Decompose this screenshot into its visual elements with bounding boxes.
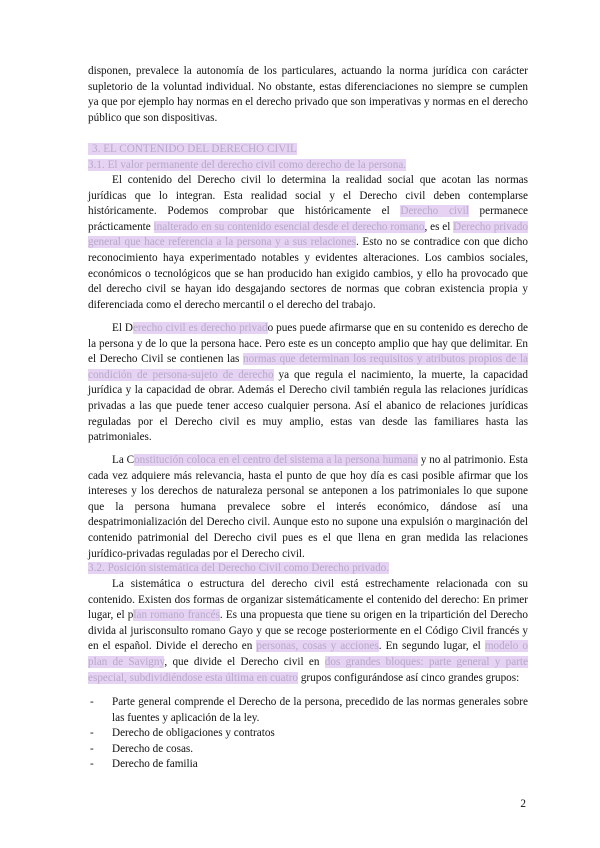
highlight-run: dos grandes bloques: parte general y parte especial, subdividiéndose esta última en cuatro <box>88 655 528 684</box>
text-run: , es el <box>424 220 454 233</box>
groups-list <box>90 695 528 773</box>
list-item-text: Derecho de obligaciones y contratos <box>112 727 275 740</box>
list-item <box>90 726 528 742</box>
subsection-heading-3-1 <box>88 158 406 174</box>
paragraph-derecho-civil-contenido <box>88 173 528 313</box>
text-run: permanece prácticamente <box>88 205 528 233</box>
list-item <box>90 757 528 773</box>
text-run: . En segundo lugar, el <box>378 640 485 653</box>
highlight-run: erecho civil es derecho privad <box>132 322 268 334</box>
bullet-dash: - <box>90 727 94 740</box>
text-run: La sistemática o estructura del derecho civil está estrechamente relacionada con su contenido. Existen dos formas de organizar sistemáticamente el contenido del derecho: En primer lugar, el p <box>88 578 528 622</box>
subsection-heading-3-2 <box>88 561 389 577</box>
subsection-heading-3-2-text: 3.2. Posición sistemática del Derecho Civil como Derecho privado. <box>88 562 390 574</box>
paragraph-constitucion <box>88 453 528 562</box>
bullet-dash: - <box>90 696 94 708</box>
bullet-dash: - <box>90 758 94 771</box>
list-item-text: Parte general comprende el Derecho de la persona, precedido de las normas generales sobre las fuentes y aplicación de la ley. <box>112 696 528 724</box>
text-run: , que divide el Derecho civil en <box>164 655 325 668</box>
text-run: El contenido del Derecho civil lo determina la realidad social que acotan las normas jurídicas que lo integran. Esta realidad social y el Derecho civil deben contemplarse históricamente. Podemos comprobar que históricamente el <box>88 174 528 218</box>
bullet-dash: - <box>90 742 94 755</box>
paragraph-sistematica <box>88 577 528 686</box>
text-run: grupos configurándose así cinco grandes grupos: <box>298 671 520 684</box>
section-heading-3 <box>88 142 297 158</box>
text-run: y no al patrimonio. Esta cada vez adquiere más relevancia, hasta el punto de que hoy día es casi posible afirmar que los intereses y los derechos de naturaleza personal se anteponen a los patrimoniales lo que supone que la persona humana prevalece sobre el interés económico, dándose así una despatrimonialización del Derecho civil. Aunque esto no supone una expulsión o marginación del contenido patrimonial del Derecho civil pues es el que llena en gran medida las relaciones jurídico-privadas reguladas por el Derecho civil. <box>88 454 528 560</box>
text-run: . Esto no se contradice con que dicho reconocimiento haya experimentado notables y evidentes alteraciones. Los cambios sociales, económicos o tecnológicos que se han producido han exigido cambios, y ello ha provocado que del derecho civil se hayan ido desgajando sectores de normas que cobran existencia propia y diferenciada como el derecho mercantil o el derecho del trabajo. <box>88 236 528 311</box>
paragraph-derecho-persona <box>88 321 528 446</box>
highlight-run: normas que determinan los requisitos y atributos propios de la condición de persona-sujeto de derecho <box>88 353 528 381</box>
text-run: La C <box>112 454 135 466</box>
highlight-run: onstitución coloca en el centro del sistema a la persona humana <box>134 454 418 466</box>
text-run: ya que regula el nacimiento, la muerte, la capacidad jurídica y la capacidad de obrar. Además el Derecho civil también regula las relaciones jurídicas privadas a las que puede tener acceso cualquier persona. Así el abanico de relaciones jurídicas reguladas por el Derecho civil es muy amplio, estas van desde las familiares hasta las patrimoniales. <box>88 368 528 444</box>
highlight-run: inalterado en su contenido esencial desde el derecho romano <box>153 220 425 233</box>
highlight-run: modelo o plan de Savigny <box>88 640 529 668</box>
list-item <box>90 695 528 726</box>
paragraph-intro: disponen, prevalece la autonomía de los particulares, actuando la norma jurídica con carácter supletorio de la voluntad individual. No obstante, estas diferenciaciones no siempre se cumplen ya que por ejemplo hay normas en el derecho privado que son imperativas y normas en el derecho público que son dispositivas. <box>88 65 528 124</box>
list-item-text: Derecho de cosas. <box>112 742 194 755</box>
highlight-run: personas, cosas y acciones <box>256 640 379 653</box>
subsection-heading-3-1-text: 3.1. El valor permanente del derecho civil como derecho de la persona. <box>88 159 407 171</box>
section-heading-3-text: 3. EL CONTENIDO DEL DERECHO CIVIL <box>88 143 297 155</box>
highlight-run: Derecho privado general que hace referencia a la persona y a sus relaciones <box>88 220 528 249</box>
page-number: 2 <box>520 798 526 810</box>
text-run: El D <box>112 322 133 334</box>
list-item <box>90 742 528 758</box>
highlight-run: Derecho civil <box>400 205 469 218</box>
text-run: . Es una propuesta que tiene su origen en la tripartición del Derecho divida al jurisconsulto romano Gayo y que se recoge posteriormente en el Código Civil francés y en el español. Divide el derecho en <box>88 609 528 653</box>
text-run: o pues puede afirmarse que en su contenido es derecho de la persona y de lo que la persona hace. Pero este es un concepto amplio que hay que delimitar. En el Derecho Civil se contienen las <box>88 322 529 366</box>
highlight-run: lan romano francés <box>133 609 220 622</box>
list-item-text: Derecho de familia <box>112 758 198 771</box>
